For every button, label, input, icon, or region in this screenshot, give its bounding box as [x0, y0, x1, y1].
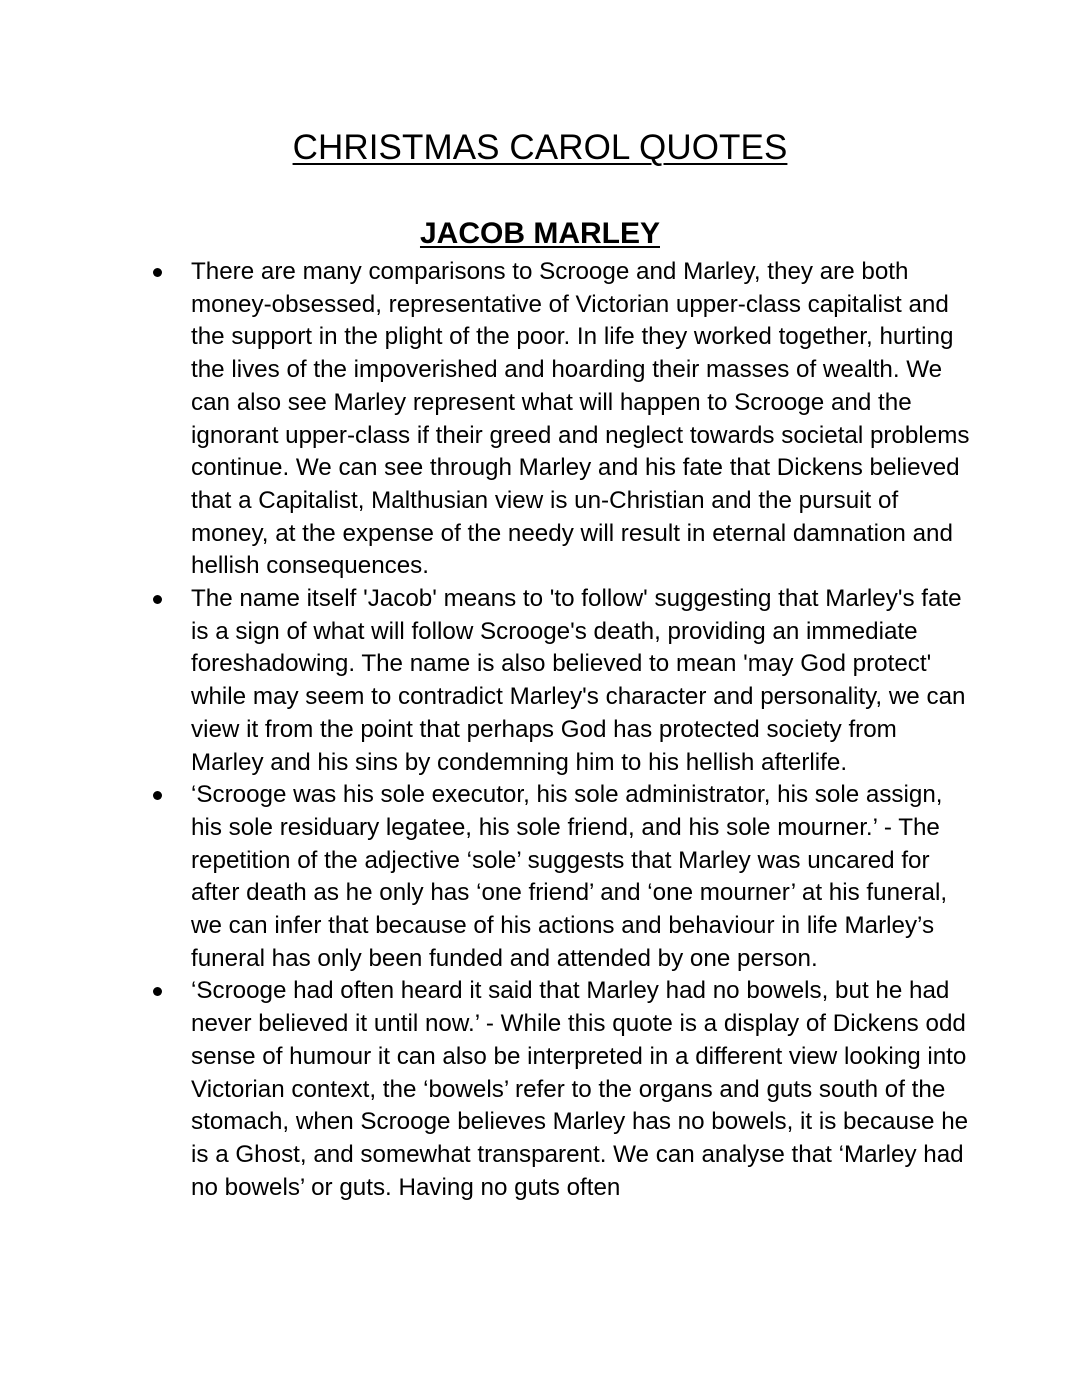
bullet-text: ‘Scrooge was his sole executor, his sole administrator, his sole assign, his sole residuary legatee, his sole friend, and his sole mourner.’ - The repetition of the adjective ‘sole’ suggests that Marley was uncared for after death as he only has ‘one friend’ and ‘one mourner’ at his funeral, we can infer that because of his actions and behaviour in life Marley’s funeral has only been funded and attended by one person.: [191, 781, 948, 972]
section-heading: JACOB MARLEY: [419, 217, 660, 250]
bullet-icon: [153, 268, 162, 277]
bullet-text: The name itself 'Jacob' means to 'to follow' suggesting that Marley's fate is a sign of what will follow Scrooge's death, providing an immediate foreshadowing. The name is also believed to mean 'may God protect' while may seem to contradict Marley's character and personality, we can view it from the point that perhaps God has protected society from Marley and his sins by condemning him to his hellish afterlife.: [191, 585, 966, 776]
bullet-icon: [153, 791, 162, 800]
bullet-text: ‘Scrooge had often heard it said that Marley had no bowels, but he had never believed it until now.’ - While this quote is a display of Dickens odd sense of humour it can also be interpreted in a different view looking into Victorian context, the ‘bowels’ refer to the organs and guts south of the stomach, when Scrooge believes Marley has no bowels, it is because he is a Ghost, and somewhat transparent. We can analyse that ‘Marley had no bowels’ or guts. Having no guts often: [191, 977, 969, 1201]
list-item: [0, 256, 971, 583]
document-title: CHRISTMAS CAROL QUOTES: [292, 128, 788, 167]
list-item: [0, 975, 971, 1204]
list-item: [0, 779, 971, 975]
bullet-icon: [153, 987, 162, 996]
bullet-text: There are many comparisons to Scrooge and Marley, they are both money-obsessed, representative of Victorian upper-class capitalist and the support in the plight of the poor. In life they worked together, hurting the lives of the impoverished and hoarding their masses of wealth. We can also see Marley represent what will happen to Scrooge and the ignorant upper-class if their greed and neglect towards societal problems continue. We can see through Marley and his fate that Dickens believed that a Capitalist, Malthusian view is un-Christian and the pursuit of money, at the expense of the needy will result in eternal damnation and hellish consequences.: [191, 258, 970, 580]
bullet-list: [0, 256, 1080, 1204]
list-item: [0, 583, 971, 779]
bullet-icon: [153, 595, 162, 604]
